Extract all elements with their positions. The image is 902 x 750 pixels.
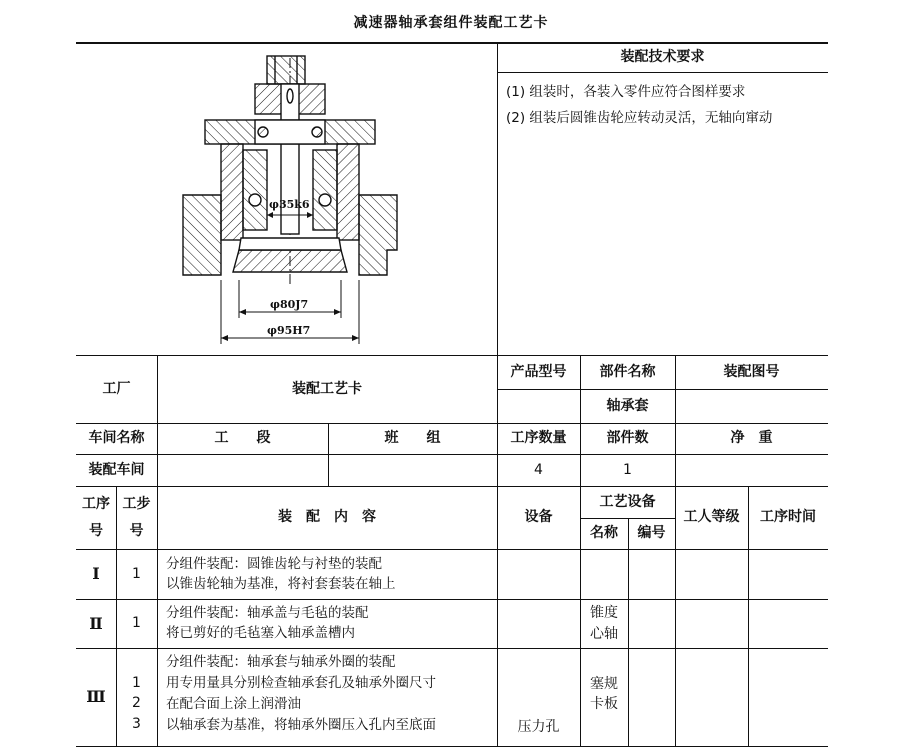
process-count-value: 4 [534,461,543,478]
rule-row2-bottom [76,648,828,649]
part-count-label: 部件数 [606,430,649,447]
assembly-drawing-no-label: 装配图号 [723,363,780,380]
col-step-no [116,486,157,549]
col-equipment: 设备 [524,509,553,526]
rule-col-tool-no [628,518,629,746]
rule-row1-bottom [76,599,828,600]
team-label: 班 组 [384,430,441,447]
part-count-value: 1 [623,461,632,478]
col-step-no-line1: 工步 [122,496,151,513]
rule-col-worker [675,355,676,746]
col-tool-name: 名称 [590,525,618,542]
row2-content-1: 分组件装配：轴承盖与毛毡的装配 [166,605,369,621]
row2-process: Ⅱ [89,613,103,633]
row3-content-1: 分组件装配：轴承套与轴承外圈的装配 [166,654,396,670]
row2-content-2: 将已剪好的毛毡塞入轴承盖槽内 [166,625,355,641]
row1-content-2: 以锥齿轮轴为基准，将衬套套装在轴上 [166,576,396,592]
col-process-no-line2: 号 [89,522,103,539]
row1-step: 1 [132,565,141,582]
assembly-workshop-label: 装配车间 [88,461,145,478]
row3-content-3: 在配合面上涂上润滑油 [166,696,301,712]
row2-tool-name: 锥度 心轴 [590,605,618,642]
part-name-value: 轴承套 [606,397,649,414]
dim-shaft-label: φ35k6 [269,198,310,211]
col-content: 装 配 内 容 [278,509,376,526]
product-model-label: 产品型号 [510,363,567,380]
section-label: 工 段 [214,430,271,447]
factory-label: 工厂 [102,380,131,397]
tech-req-heading: 装配技术要求 [620,48,705,65]
part-name-label: 部件名称 [599,363,656,380]
rule-col-equipment [497,355,498,746]
col-tool-number: 编号 [637,525,666,542]
row3-tool-name: 塞规 卡板 [590,675,618,712]
card-title: 减速器轴承套组件装配工艺卡 [353,15,549,31]
col-process-no-line1: 工序 [82,496,110,513]
row3-equipment: 压力孔 [517,718,560,735]
row3-process: Ⅲ [86,687,106,707]
row1-process: Ⅰ [92,564,100,584]
row1-content-1: 分组件装配：圆锥齿轮与衬垫的装配 [166,556,382,572]
row3-steps: 1 2 3 [132,674,141,732]
rule-columns-bottom [76,549,828,550]
row3-content-4: 以轴承套为基准，将轴承外圈压入孔内至底面 [166,717,436,733]
tech-req-item-2: (2) 组装后圆锥齿轮应转动灵活，无轴向窜动 [506,110,773,126]
rule-drawing-divider [497,42,498,355]
card-name: 装配工艺卡 [292,380,362,397]
dim-outer-label: φ95H7 [267,324,311,337]
col-worker-grade: 工人等级 [683,509,740,526]
col-process-time: 工序时间 [760,509,816,526]
bearing-sleeve-drawing [175,50,415,350]
col-process-no [76,486,116,549]
dim-inner-label: φ80J7 [270,298,309,311]
row3-content-2: 用专用量具分别检查轴承套孔及轴承外圈尺寸 [166,675,436,691]
rule-req-heading [497,72,828,73]
col-step-no-line2: 号 [129,522,144,539]
net-weight-label: 净 重 [730,430,773,447]
process-count-label: 工序数量 [510,430,567,447]
rule-bottom [76,746,828,747]
row2-step: 1 [132,615,141,632]
tech-req-item-1: (1) 组装时，各装入零件应符合图样要求 [506,84,746,100]
rule-assembly-top [76,454,828,455]
col-process-equipment: 工艺设备 [599,493,656,510]
workshop-name-label: 车间名称 [88,430,145,447]
